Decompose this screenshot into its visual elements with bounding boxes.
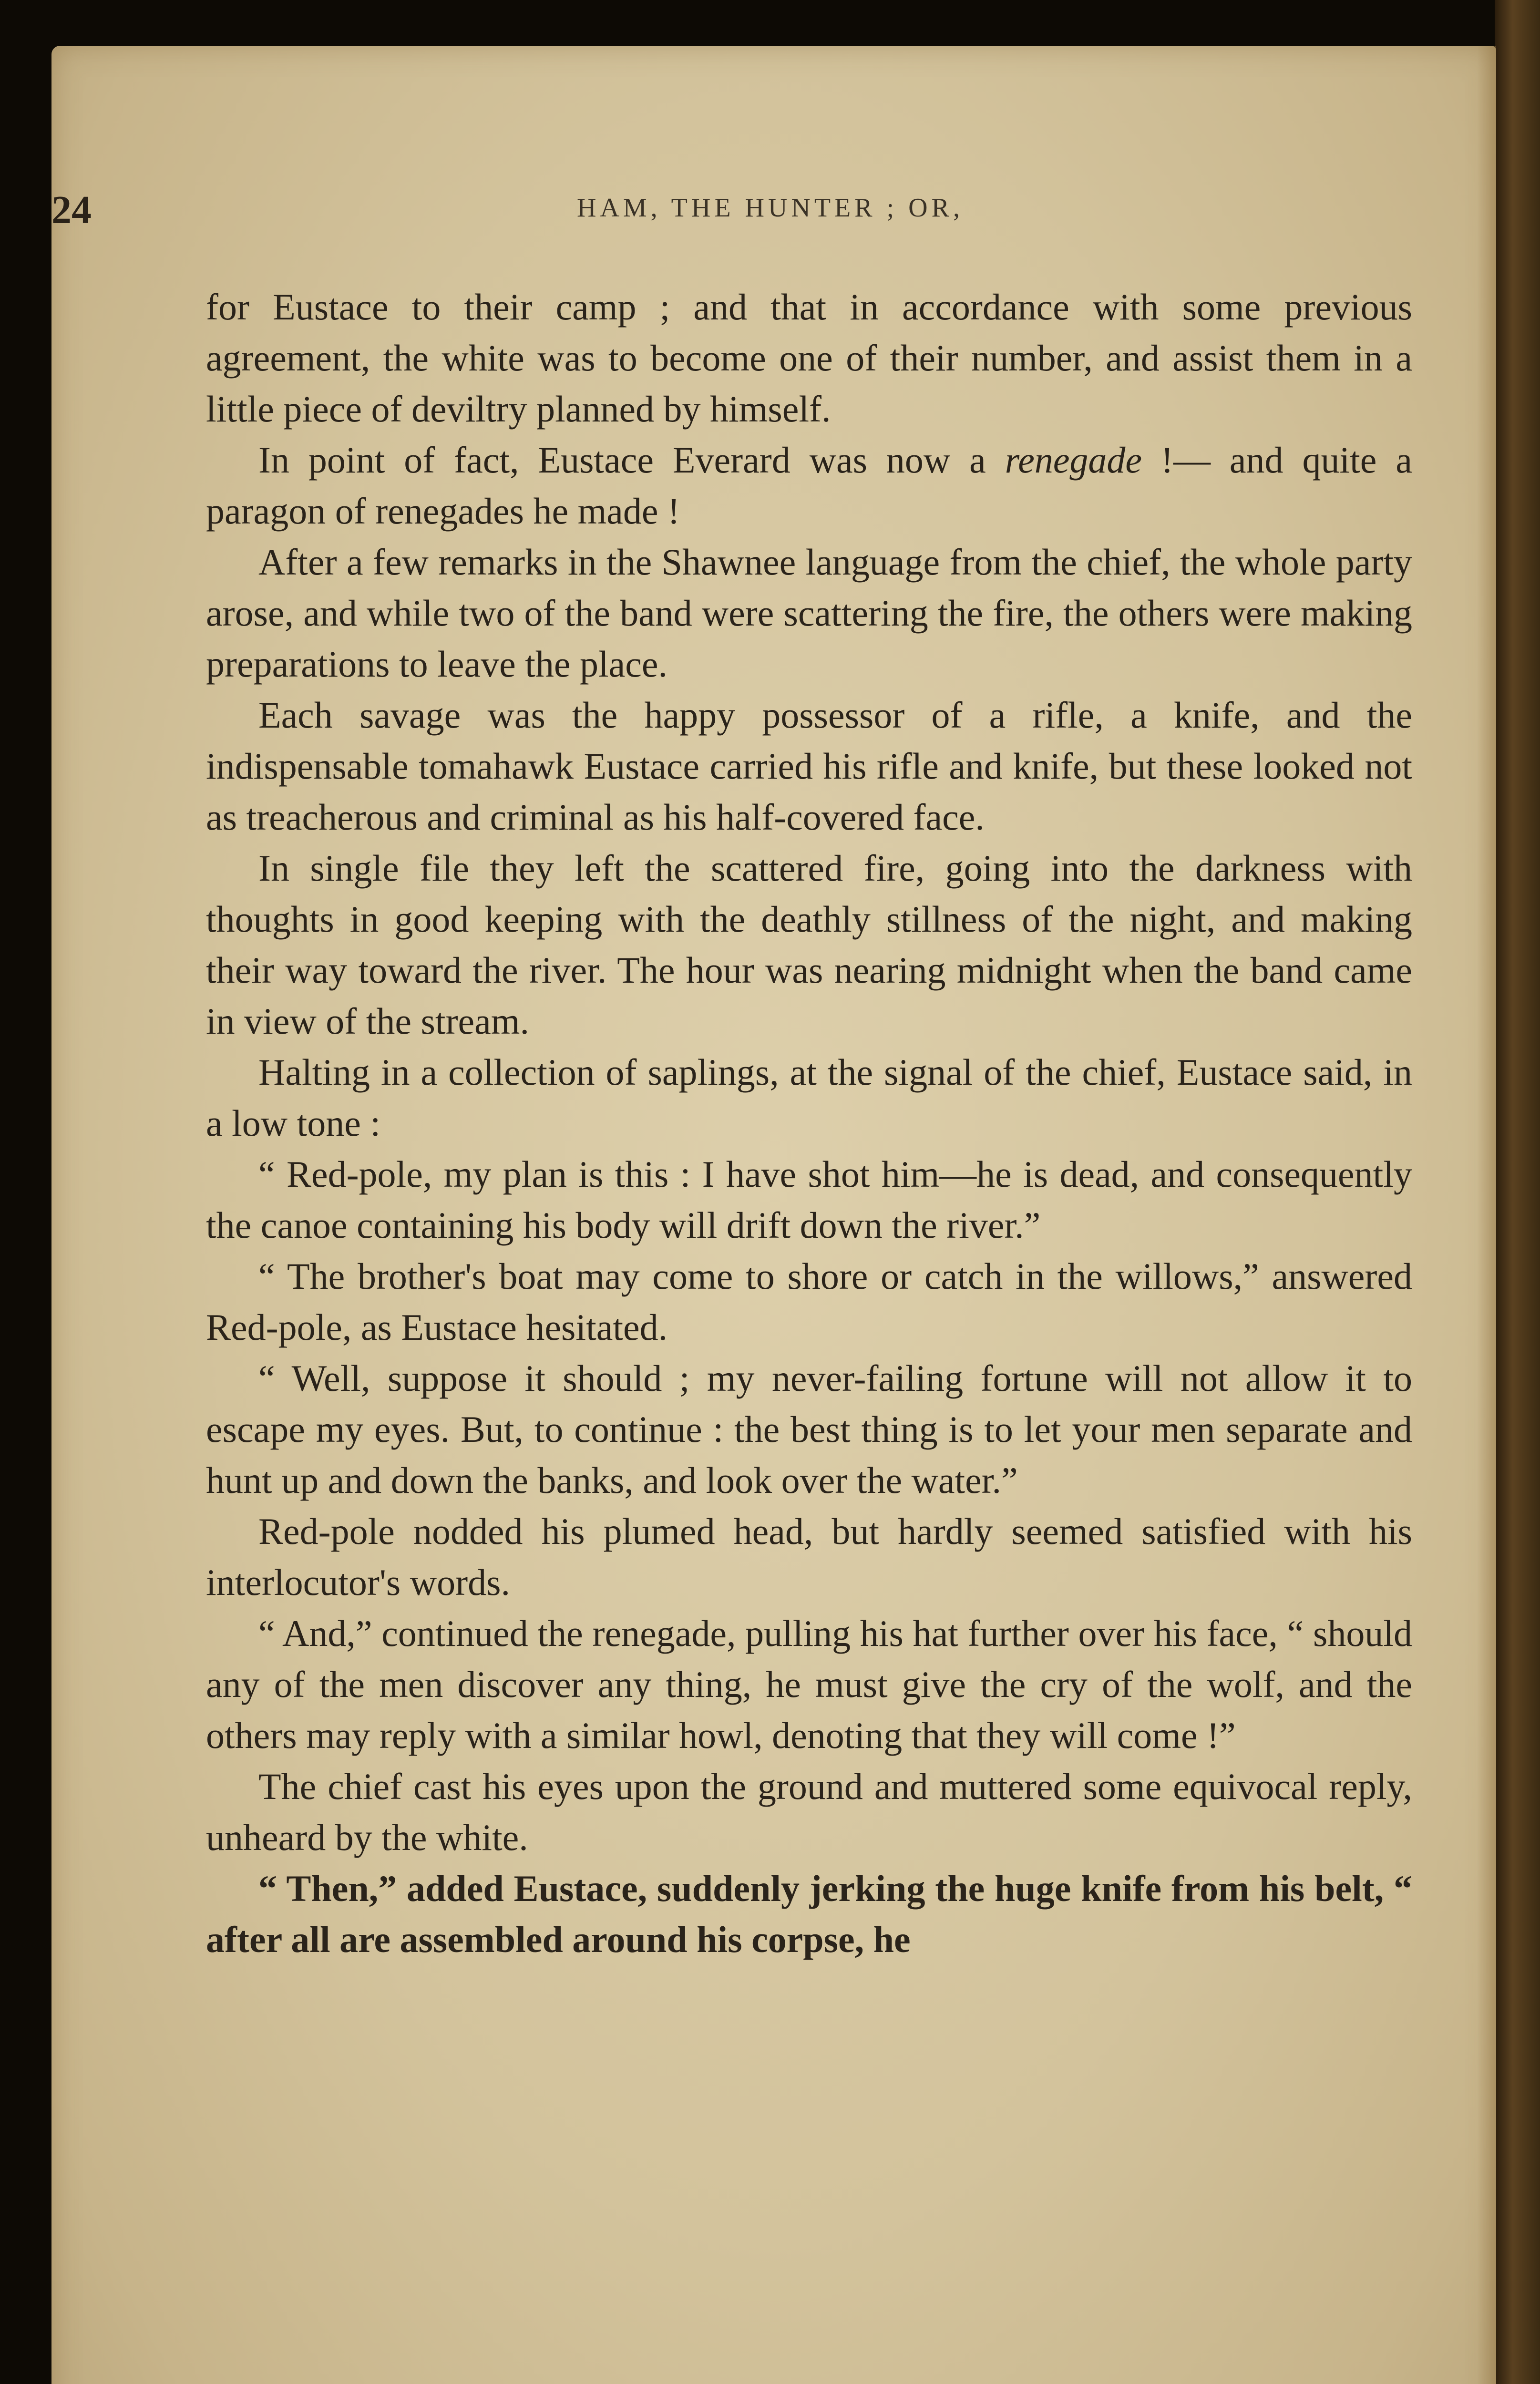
paragraph: “ Then,” added Eustace, suddenly jerking the huge knife from his belt, “ after all are assembled around his corpse, he (206, 1868, 1412, 1960)
running-head: HAM, THE HUNTER ; OR, (577, 193, 964, 223)
paragraph: “ And,” continued the renegade, pulling his hat further over his face, “ should any of the men discover any thing, he must give the cry of the wolf, and the others may reply with a similar howl, denoting that they will come !” (206, 1613, 1412, 1756)
paragraph: “ The brother's boat may come to shore or catch in the willows,” answered Red-pole, as Eustace hesitated. (206, 1255, 1412, 1348)
paragraph: In single file they left the scattered fire, going into the darkness with thoughts in good keeping with the deathly stillness of the night, and making their way toward the river. The hour was nearing midnight when the band came in view of the stream. (206, 847, 1412, 1042)
paragraph: for Eustace to their camp ; and that in accordance with some previous agreement, the white was to become one of their number, and assist them in a little piece of deviltry planned by himself. (206, 286, 1412, 430)
body-text (206, 281, 1412, 1965)
page-gutter-shadow (1477, 46, 1496, 2384)
italic-word: renegade (1005, 439, 1142, 481)
paragraph: Each savage was the happy possessor of a rifle, a knife, and the indispensable tomahawk Eustace carried his rifle and knife, but these looked not as treacherous and criminal as his half-covered face. (206, 694, 1412, 838)
paragraph: Halting in a collection of saplings, at the signal of the chief, Eustace said, in a low tone : (206, 1051, 1412, 1144)
paragraph: After a few remarks in the Shawnee language from the chief, the whole party arose, and while two of the band were scattering the fire, the others were making preparations to leave the place. (206, 541, 1412, 685)
paragraph: “ Red-pole, my plan is this : I have shot him—he is dead, and consequently the canoe containing his body will drift down the river.” (206, 1153, 1412, 1246)
paragraph: In point of fact, Eustace Everard was now a renegade !— and quite a paragon of renegades he made ! (206, 439, 1412, 532)
book-spine-edge (1495, 0, 1540, 2384)
paragraph: Red-pole nodded his plumed head, but hardly seemed satisfied with his interlocutor's words. (206, 1511, 1412, 1603)
paragraph: “ Well, suppose it should ; my never-failing fortune will not allow it to escape my eyes. But, to continue : the best thing is to let your men separate and hunt up and down the banks, and look over the water.” (206, 1357, 1412, 1501)
paragraph: The chief cast his eyes upon the ground and muttered some equivocal reply, unheard by the white. (206, 1766, 1412, 1858)
page-number: 24 (51, 188, 92, 232)
